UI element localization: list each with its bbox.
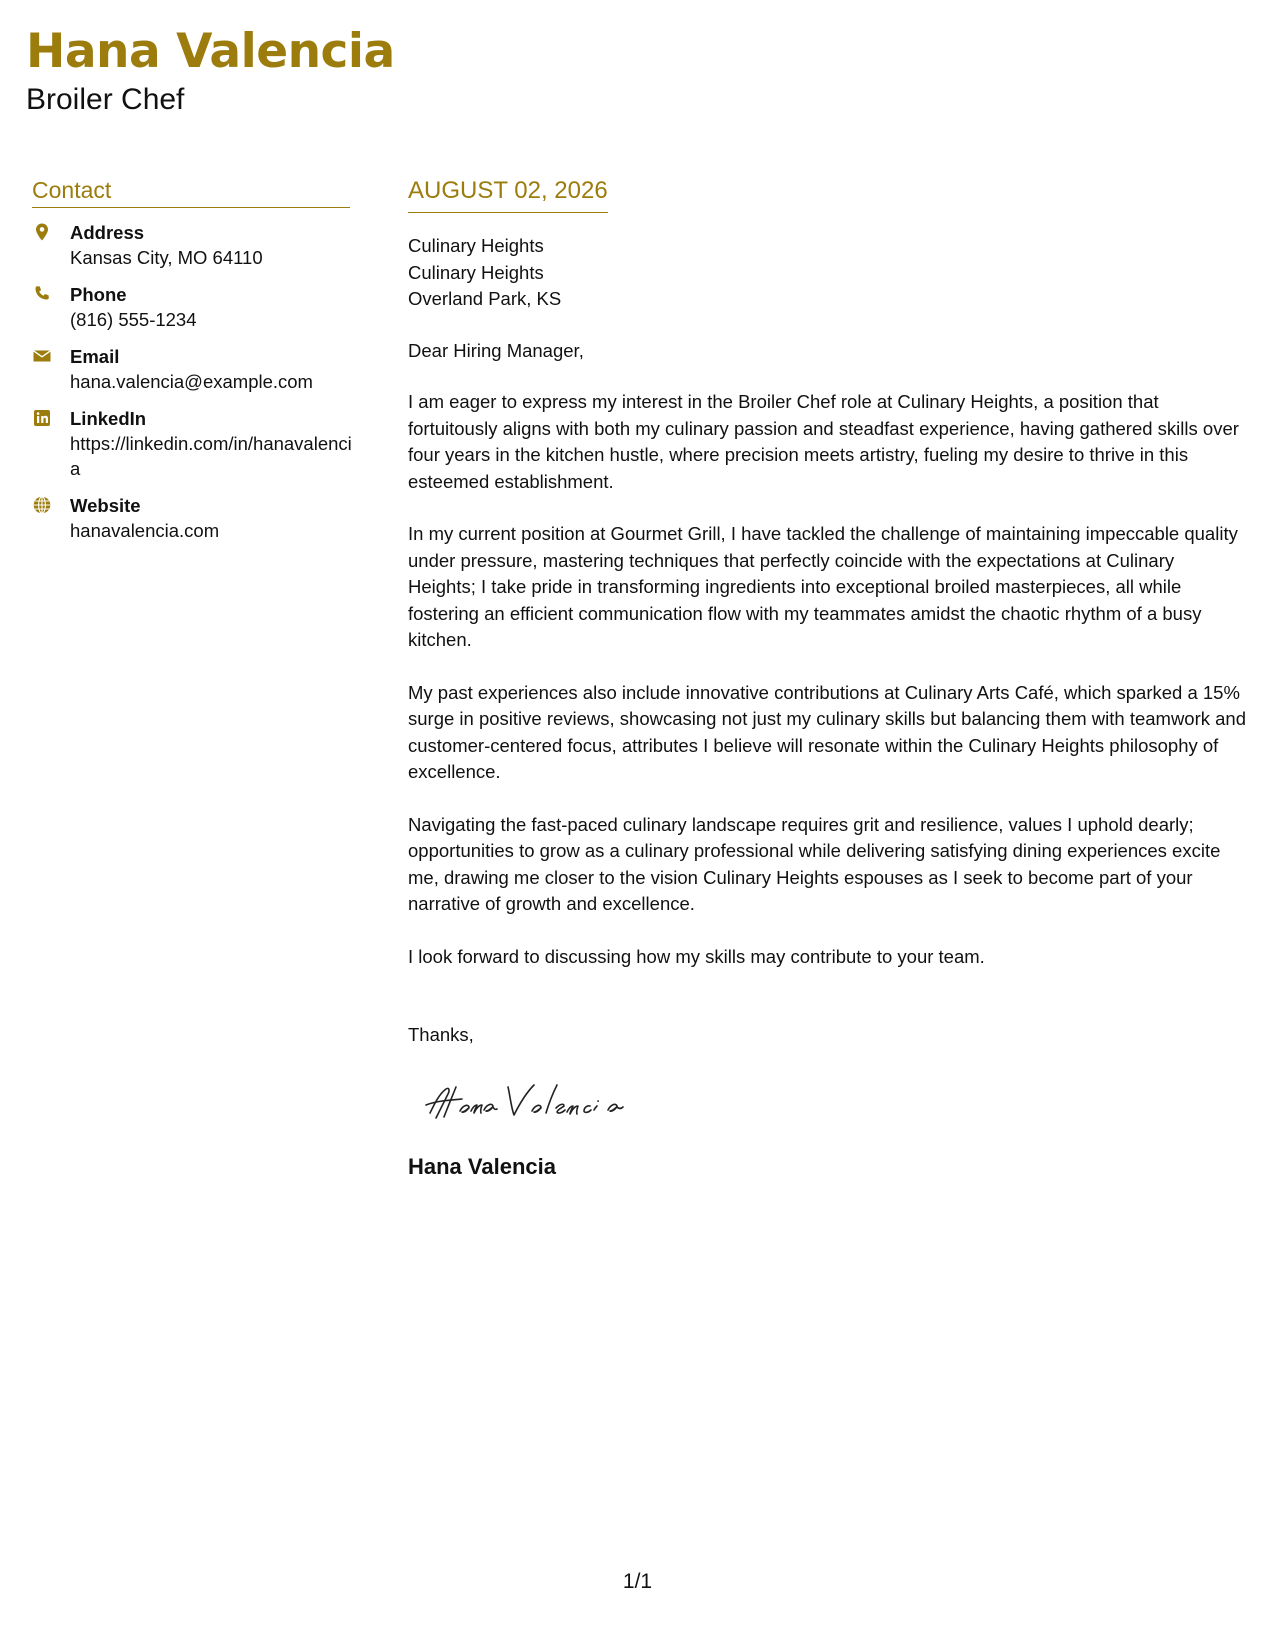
page-indicator: 1/1 bbox=[622, 1570, 653, 1593]
address-value: Kansas City, MO 64110 bbox=[70, 247, 263, 268]
contact-list bbox=[32, 220, 352, 543]
letter-paragraph: I am eager to express my interest in the Broiler Chef role at Culinary Heights, a position that fortuitously aligns with both my culinary passion and steadfast experience, having gathered skills over four years in the kitchen hustle, where precision meets artistry, fueling my desire to thrive in this esteemed establishment. bbox=[408, 391, 1239, 492]
map-pin-icon bbox=[32, 222, 52, 242]
resume-header bbox=[26, 22, 395, 118]
letter-paragraph: Navigating the fast-paced culinary landscape requires grit and resilience, values I uphold dearly; opportunities to grow as a culinary professional while delivering satisfying dining experiences excite me, drawing me closer to the vision Culinary Heights espouses as I seek to become part of your narrative of growth and excellence. bbox=[408, 813, 1221, 914]
letter-body bbox=[408, 176, 1246, 1181]
letter-date: AUGUST 02, 2026 bbox=[408, 176, 608, 213]
linkedin-icon bbox=[32, 408, 52, 428]
envelope-icon bbox=[32, 346, 52, 366]
website-value[interactable]: hanavalencia.com bbox=[70, 520, 220, 541]
letter-paragraph: I look forward to discussing how my skills may contribute to your team. bbox=[408, 945, 985, 967]
globe-icon bbox=[32, 495, 52, 515]
linkedin-value[interactable]: https://linkedin.com/in/hanavalencia bbox=[70, 433, 352, 479]
phone-icon bbox=[32, 284, 52, 304]
recipient-line: Culinary Heights bbox=[408, 235, 544, 256]
contact-label: Website bbox=[70, 495, 141, 516]
contact-label: Email bbox=[70, 346, 120, 367]
contact-sidebar bbox=[32, 176, 352, 555]
contact-section-title: Contact bbox=[32, 176, 350, 208]
contact-item-address bbox=[32, 220, 352, 270]
contact-label: LinkedIn bbox=[70, 408, 147, 429]
contact-item-linkedin bbox=[32, 406, 352, 481]
contact-item-phone bbox=[32, 282, 352, 332]
letter-content bbox=[408, 338, 1246, 971]
letter-paragraph: My past experiences also include innovative contributions at Culinary Arts Café, which sparked a 15% surge in positive reviews, showcasing not just my culinary skills but balancing them with teamwork and customer-centered focus, attributes I believe will resonate within the Culinary Heights philosophy of excellence. bbox=[408, 681, 1247, 782]
salutation: Dear Hiring Manager, bbox=[408, 339, 584, 361]
recipient-line: Culinary Heights bbox=[408, 261, 544, 283]
phone-value: (816) 555-1234 bbox=[70, 309, 197, 330]
contact-item-email bbox=[32, 344, 352, 394]
contact-label: Address bbox=[70, 222, 145, 243]
letter-paragraph: In my current position at Gourmet Grill, I have tackled the challenge of maintaining impeccable quality under pressure, mastering techniques that perfectly coincide with the expectations at Culinary Heights; I take pride in transforming ingredients into exceptional broiled masterpieces, all while fostering an efficient communication flow with my teammates amidst the chaotic rhythm of a busy kitchen. bbox=[408, 523, 1238, 650]
email-value[interactable]: hana.valencia@example.com bbox=[70, 371, 313, 392]
contact-label: Phone bbox=[70, 284, 127, 305]
closing: Thanks, bbox=[408, 1024, 474, 1045]
recipient-block bbox=[408, 233, 1246, 313]
handwritten-signature bbox=[424, 1075, 664, 1131]
signer-name: Hana Valencia bbox=[408, 1153, 556, 1179]
job-title: Broiler Chef bbox=[26, 83, 185, 116]
contact-item-website bbox=[32, 493, 352, 543]
recipient-line: Overland Park, KS bbox=[408, 288, 562, 309]
candidate-name: Hana Valencia bbox=[26, 24, 395, 79]
